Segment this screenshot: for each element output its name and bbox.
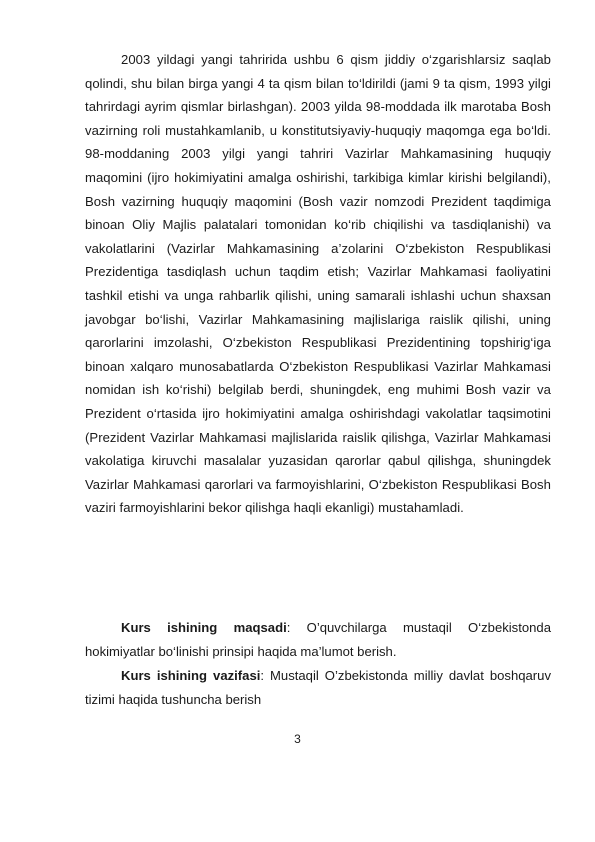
page-number: 3 bbox=[294, 732, 301, 746]
course-goal-paragraph bbox=[85, 616, 551, 663]
course-goal-label: Kurs ishining maqsadi bbox=[121, 620, 287, 635]
course-task-paragraph bbox=[85, 664, 551, 711]
main-paragraph: 2003 yildagi yangi tahririda ushbu 6 qism jiddiy o‘zgarishlarsiz saqlab qolindi, shu bilan birga yangi 4 ta qism bilan to‘ldirildi (jami 9 ta qism, 1993 yilgi tahrirdagi ayrim qismlar birlashgan). 2003 yilda 98-moddada ilk marotaba Bosh vazirning roli mustahkamlanib, u konstitutsiyaviy-huquqiy maqomga ega bo‘ldi. 98-moddaning 2003 yilgi yangi tahriri Vazirlar Mahkamasining huquqiy maqomini (ijro hokimiyatini amalga oshirishi, tarkibiga kimlar kirishi belgilandi), Bosh vazirning huquqiy maqomini (Bosh vazir nomzodi Prezident taqdimiga binoan Oliy Majlis palatalari tomonidan ko‘rib chiqilishi va tasdiqlanishi) va vakolatlarini (Vazirlar Mahkamasining a’zolarini O‘zbekiston Respublikasi Prezidentiga tasdiqlash uchun taqdim etish; Vazirlar Mahkamasi faoliyatini tashkil etishi va unga rahbarlik qilishi, uning samarali ishlashi uchun shaxsan javobgar bo‘lishi, Vazirlar Mahkamasining majlislariga raislik qilishi, uning qarorlarini imzolashi, O‘zbekiston Respublikasi Prezidentining topshirig‘iga binoan xalqaro munosabatlarda O‘zbekiston Respublikasi Vazirlar Mahkamasi nomidan ish ko‘rishi) belgilab berdi, shuningdek, eng muhimi Bosh vazir va Prezident o‘rtasida ijro hokimiyatini amalga oshirishdagi vakolatlar taqsimotini (Prezident Vazirlar Mahkamasi majlislarida raislik qilishga, Vazirlar Mahkamasi vakolatiga kiruvchi masalalar yuzasidan qarorlar qabul qilishga, shuningdek Vazirlar Mahkamasi qarorlari va farmoyishlarini, O‘zbekiston Respublikasi Bosh vaziri farmoyishlarini bekor qilishga haqli ekanligi) mustahamladi. bbox=[85, 52, 551, 516]
course-goal-text: : O’quvchilarga mustaqil O‘zbekistonda hokimiyatlar bo‘linishi prinsipi haqida ma’lumot berish. bbox=[85, 620, 551, 659]
course-task-label: Kurs ishining vazifasi bbox=[121, 668, 261, 683]
course-task-text: : Mustaqil O’zbekistonda milliy davlat boshqaruv tizimi haqida tushuncha berish bbox=[85, 668, 551, 707]
